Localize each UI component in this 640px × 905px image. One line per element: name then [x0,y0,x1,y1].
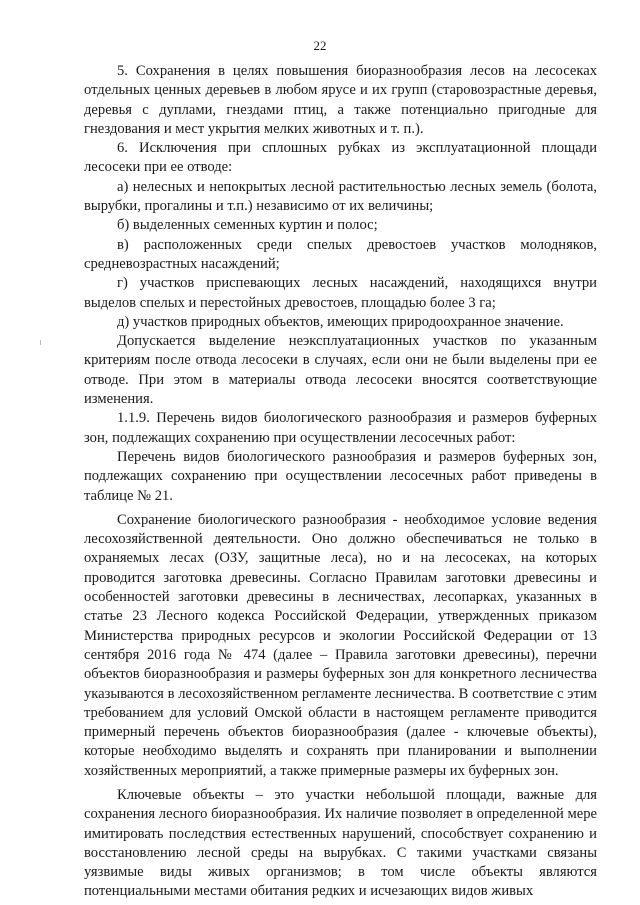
paragraph-biodiversity: Сохранение биологического разнообразия - необходимое условие ведения лесохозяйственной деятельности. Оно должно обеспечиваться не только в охраняемых лесах (ОЗУ, защитные леса), но и на лесосеках, на которых проводится заготовка древесины. Согласно Правилам заготовки древесины и особенностей заготовки древесины в лесничествах, лесопарках, указанных в статье 23 Лесного кодекса Российской Федерации, утвержденных приказом Министерства природных ресурсов и экологии Российской Федерации от 13 сентября 2016 года № 474 (далее – Правила заготовки древесины), перечни объектов биоразнообразия и размеры буферных зон для конкретного лесничества указываются в лесохозяйственном регламенте лесничества. В соответствие с этим требованием для условий Омской области в настоящем регламенте приводится примерный перечень объектов биоразнообразия (далее - ключевые объекты), которые необходимо выделять и сохранять при планировании и выполнении хозяйственных мероприятий, а также примерные размеры их буферных зон. [84,511,597,779]
paragraph-subitem-d: д) участков природных объектов, имеющих природоохранное значение. [117,313,564,330]
document-body [84,62,597,902]
paragraph-subitem-g: г) участков приспевающих лесных насаждений, находящихся внутри выделов спелых и перестойных древостоев, площадью более 3 га; [84,275,597,311]
margin-mark [40,340,41,345]
paragraph-item-5: 5. Сохранения в целях повышения биоразнообразия лесов на лесосеках отдельных ценных деревьев в любом ярусе и их групп (старовозрастные деревья, деревья с дуплами, гнездами птиц, а также потенциально пригодные для гнездования и мест укрытия мелких животных и т. п.). [84,63,597,137]
paragraph-subitem-a: а) нелесных и непокрытых лесной растительностью лесных земель (болота, вырубки, прогалины и т.п.) независимо от их величины; [84,178,597,215]
page-number: 22 [313,38,327,53]
paragraph-subitem-b: б) выделенных семенных куртин и полос; [117,217,378,234]
paragraph-item-6: 6. Исключения при сплошных рубках из эксплуатационной площади лесосеки при ее отводе: [84,140,597,176]
paragraph-table-reference: Перечень видов биологического разнообразия и размеров буферных зон, подлежащих сохранению при осуществлении лесосечных работ приведены в таблице № 21. [84,448,597,504]
section-heading-1-1-9: 1.1.9. Перечень видов биологического разнообразия и размеров буферных зон, подлежащих сохранению при осуществлении лесосечных работ: [84,410,597,446]
paragraph-allowance: Допускается выделение неэксплуатационных участков по указанным критериям после отвода лесосеки в случаях, если они не были выделены при ее отводе. При этом в материалы отвода лесосеки вносятся соответствующие изменения. [84,333,597,408]
paragraph-key-objects: Ключевые объекты – это участки небольшой площади, важные для сохранения лесного биоразнообразия. Их наличие позволяет в определенной мере имитировать последствия естественных нарушений, способствует сохранению и восстановлению лесной среды на вырубках. С такими участками связаны уязвимые виды живых организмов; в том числе объекты являются потенциальными местами обитания редких и исчезающих видов живых [84,786,597,900]
paragraph-subitem-v: в) расположенных среди спелых древостоев участков молодняков, средневозрастных насаждений; [84,236,597,272]
